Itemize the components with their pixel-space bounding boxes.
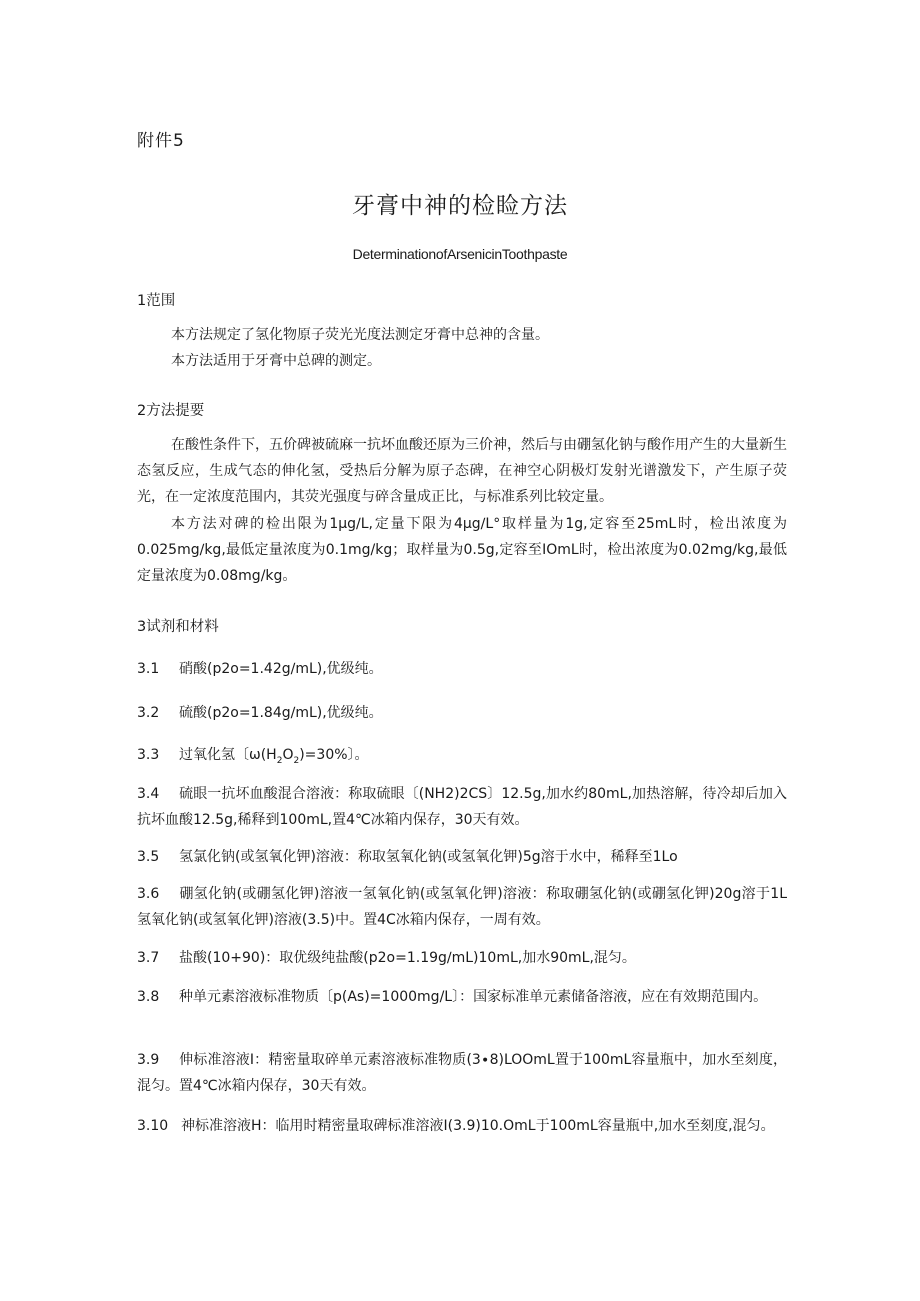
reagent-item xyxy=(137,1047,787,1099)
method-summary-paragraph-1: 在酸性条件下，五价碑被硫麻一抗坏血酸还原为三价神，然后与由硼氢化钠与酸作用产生的大量新生态氢反应，生成气态的伸化氢，受热后分解为原子态碑，在神空心阴极灯发射光谱激发下，产生原子荧光，在一定浓度范围内，其荧光强度与碎含量成正比，与标准系列比较定量。 xyxy=(137,437,787,505)
item-text: 硼氢化钠(或硼氢化钾)溶液一氢氧化钠(或氢氧化钾)溶液：称取硼氢化钠(或硼氢化钾)20g溶于1L氢氧化钠(或氢氧化钾)溶液(3.5)中。置4C冰箱内保存，一周有效。 xyxy=(137,886,787,928)
reagent-item xyxy=(137,742,787,774)
item-text: 种单元素溶液标准物质〔p(As)=1000mg/L〕：国家标准单元素储备溶液，应在有效期范围内。 xyxy=(179,989,768,1005)
reagent-item xyxy=(137,945,787,971)
section-heading-scope: 1范围 xyxy=(137,293,176,309)
item-text: 氢氯化钠(或氢氧化钾)溶液：称取氢氧化钠(或氢氧化钾)5g溶于水中，稀释至1Lo xyxy=(179,849,678,865)
item-text-part: 过氧化氢〔ω(H xyxy=(179,747,277,763)
attachment-label: 附件5 xyxy=(137,131,185,151)
scope-paragraph-2: 本方法适用于牙膏中总碑的测定。 xyxy=(171,353,381,369)
item-number: 3.6 xyxy=(137,886,160,902)
item-text: 伸标准溶液I：精密量取碎单元素溶液标准物质(3∙8)LOOmL置于100mL容量瓶中，加水至刻度，混匀。置4℃冰箱内保存，30天有效。 xyxy=(137,1052,787,1094)
item-number: 3.8 xyxy=(137,989,160,1005)
section-heading-reagents: 3试剂和材料 xyxy=(137,619,219,635)
section-heading-method-summary: 2方法提要 xyxy=(137,403,205,419)
scope-paragraph-1: 本方法规定了氢化物原子荧光光度法测定牙膏中总神的含量。 xyxy=(171,327,549,343)
document-title: 牙膏中神的检睑方法 xyxy=(352,193,568,219)
reagent-item xyxy=(137,700,787,726)
item-number: 3.7 xyxy=(137,950,160,966)
reagent-item xyxy=(137,984,787,1010)
item-text-part: )=30%〕。 xyxy=(299,747,369,763)
method-summary-paragraph-2: 本方法对碑的检出限为1μg∕L,定量下限为4μg∕L°取样量为1g,定容至25mL时，检出浓度为0.025mg∕kg,最低定量浓度为0.1mg/kg；取样量为0.5g,定容至IOmL时，检出浓度为0.02mg∕kg,最低定量浓度为0.08mg/kg。 xyxy=(137,516,787,584)
item-number: 3.4 xyxy=(137,786,160,802)
reagent-item xyxy=(137,844,787,870)
item-number: 3.10 xyxy=(137,1118,169,1134)
item-text: 神标准溶液H：临用时精密量取碑标准溶液I(3.9)10.OmL于100mL容量瓶中,加水至刻度,混匀。 xyxy=(181,1118,775,1134)
item-number: 3.1 xyxy=(137,661,160,677)
subscript: 2 xyxy=(293,755,300,766)
item-number: 3.9 xyxy=(137,1052,160,1068)
item-text: 硝酸(p2o=1.42g∕mL),优级纯。 xyxy=(179,661,383,677)
item-text: 硫眼一抗坏血酸混合溶液：称取硫眼〔(NH2)2CS〕12.5g,加水约80mL,加热溶解，待冷却后加入抗坏血酸12.5g,稀释到100mL,置4℃冰箱内保存，30天有效。 xyxy=(137,786,787,828)
subscript: 2 xyxy=(276,755,283,766)
item-text: 硫酸(p2o=1.84g∕mL),优级纯。 xyxy=(179,705,383,721)
item-number: 3.5 xyxy=(137,849,160,865)
reagent-item xyxy=(137,1113,787,1139)
item-text-part: O xyxy=(282,747,294,763)
document-subtitle: DeterminationofArsenicinToothpaste xyxy=(352,246,568,262)
item-number: 3.3 xyxy=(137,747,160,763)
reagent-item xyxy=(137,656,787,682)
item-number: 3.2 xyxy=(137,705,160,721)
item-text: 盐酸(10+90)：取优级纯盐酸(p2o=1.19g∕mL)10mL,加水90mL,混匀。 xyxy=(179,950,636,966)
reagent-item xyxy=(137,881,787,933)
reagent-item xyxy=(137,781,787,833)
